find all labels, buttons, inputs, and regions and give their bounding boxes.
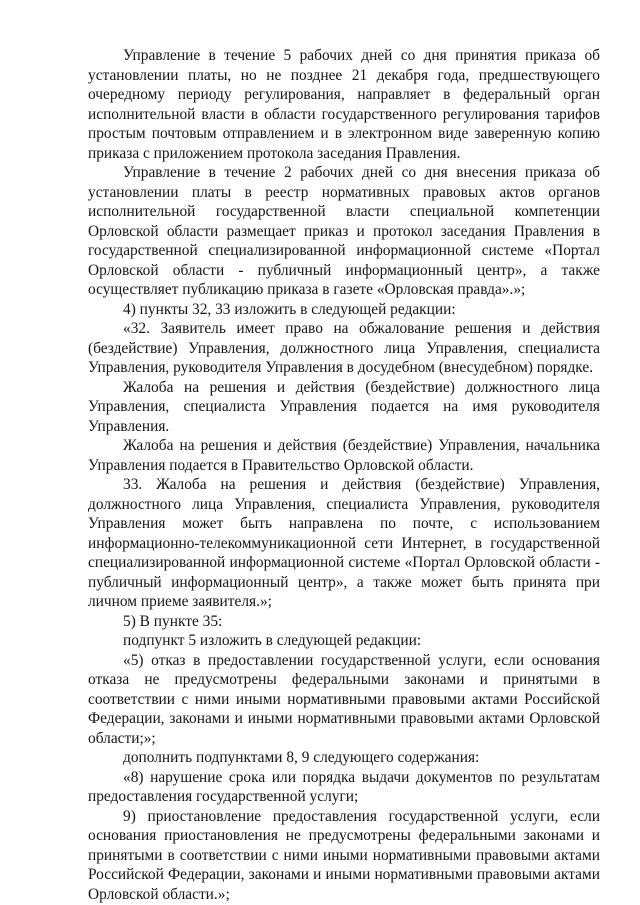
paragraph-publication-notice: Управление в течение 5 рабочих дней со дня принятия приказа об установлении платы, но не позднее 21 декабря года, предшествующего очередному периоду регулирования, направляет в федеральный орган исполнительной власти в области государственного регулирования тарифов простым почтовым отправлением и в электронном виде заверенную копию приказа с приложением протокола заседания Правления.: [88, 47, 600, 162]
paragraph-complaint-government: Жалоба на решения и действия (бездействие) Управления, начальника Управления подается в Правительство Орловской области.: [88, 437, 600, 474]
paragraph-subitem-9: 9) приостановление предоставления государственной услуги, если основания приостановления не предусмотрены федеральными законами и принятыми в соответствии с ними иными нормативными правовыми актами Российской Федерации, законами и иными нормативными правовыми актами Орловской области.»;: [88, 807, 600, 903]
paragraph-subitem-8: «8) нарушение срока или порядка выдачи документов по результатам предоставления государственной услуги;: [88, 768, 600, 805]
paragraph-subitem-5-heading: подпункт 5 изложить в следующей редакции:: [123, 632, 422, 649]
document-body: [88, 46, 600, 904]
paragraph-point-33: 33. Жалоба на решения и действия (бездействие) Управления, должностного лица Управления, специалиста Управления, руководителя Управления может быть направлена по почте, с использованием информационно-телекоммуникационной сети Интернет, в государственной специализированной информационной системе «Портал Орловской области - публичный информационный центр», а также может быть принята при личном приеме заявителя.»;: [88, 476, 600, 610]
paragraph-item-4-heading: 4) пункты 32, 33 изложить в следующей редакции:: [123, 300, 456, 318]
paragraph-complaint-official: Жалоба на решения и действия (бездействие) должностного лица Управления, специалиста Управления подается на имя руководителя Управления.: [88, 378, 600, 435]
paragraph-item-5-heading: 5) В пункте 35:: [123, 612, 223, 630]
paragraph-point-32: «32. Заявитель имеет право на обжалование решения и действия (бездействие) Управления, должностного лица Управления, специалиста Управления, руководителя Управления в досудебном (внесудебном) порядке.: [88, 320, 600, 376]
paragraph-subitem-5-text: «5) отказ в предоставлении государственной услуги, если основания отказа не предусмотрены федеральными законами и принятыми в соответствии с ними иными нормативными правовыми актами Российской Федерации, законами и иными нормативными правовыми актами Орловской области;»;: [88, 651, 600, 747]
paragraph-add-subitems-heading: дополнить подпунктами 8, 9 следующего содержания:: [123, 749, 480, 766]
paragraph-registry-publication: Управление в течение 2 рабочих дней со дня внесения приказа об установлении платы в реестр нормативных правовых актов органов исполнительной государственной власти специальной компетенции Орловской области размещает приказ и протокол заседания Правления в государственной специализированной информационной системе «Портал Орловской области - публичный информационный центр», а также осуществляет публикацию приказа в газете «Орловская правда».»;: [88, 164, 600, 298]
